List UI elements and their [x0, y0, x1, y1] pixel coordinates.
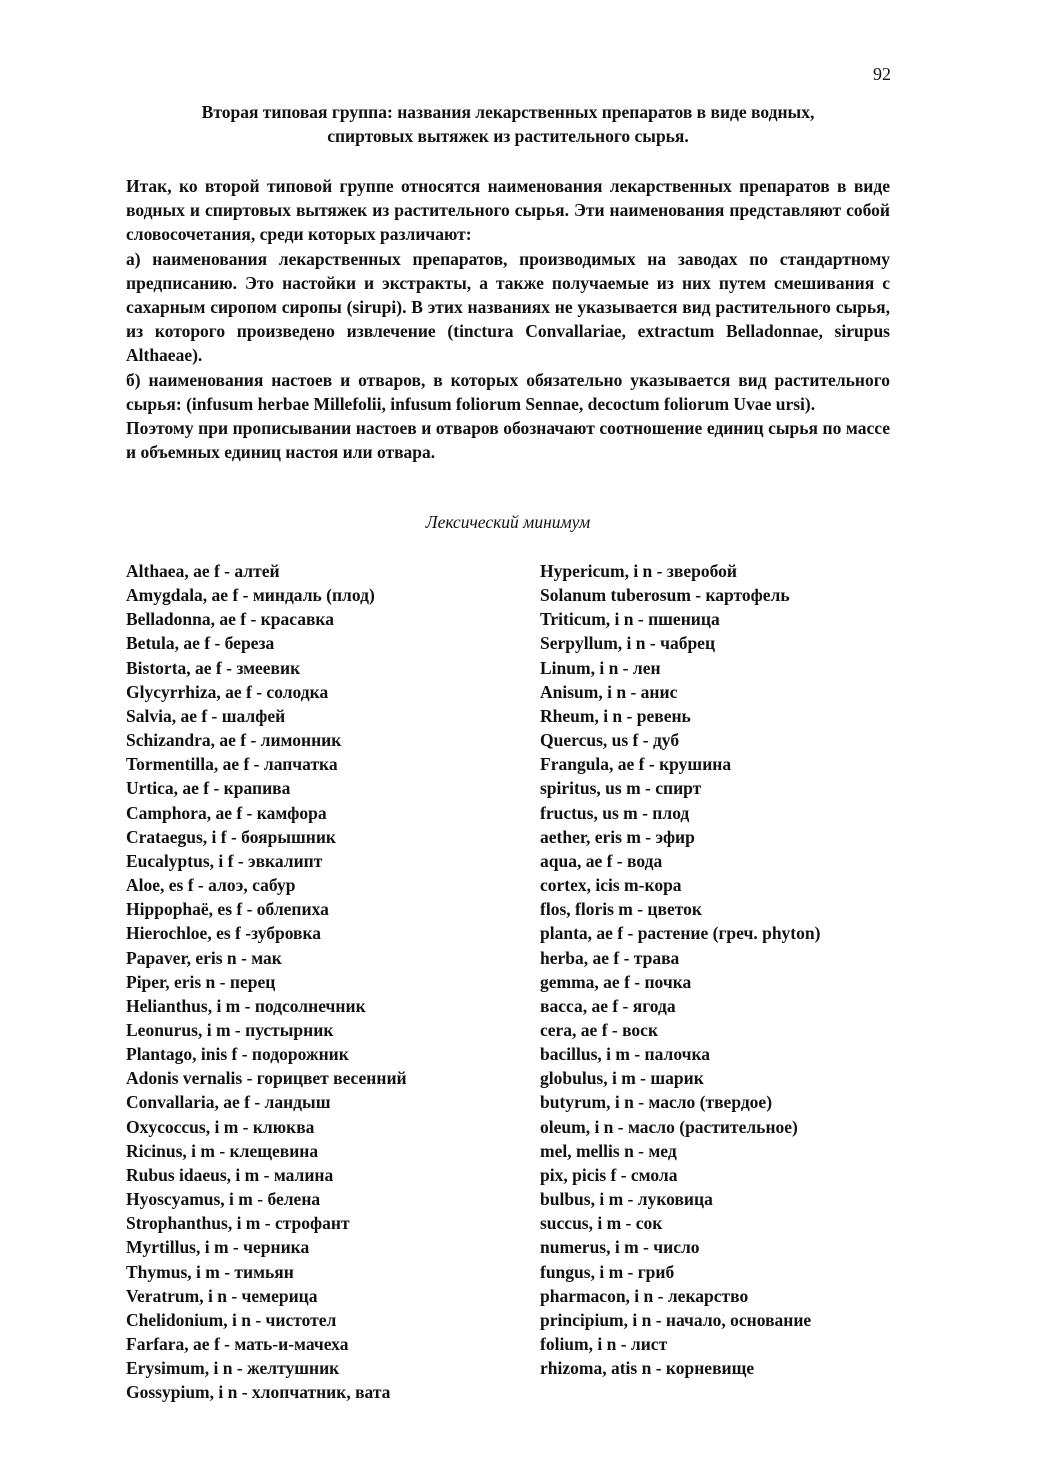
lexicon-entry: Chelidonium, i n - чистотел: [126, 1309, 337, 1330]
lexicon-entry: cera, ae f - воск: [540, 1019, 659, 1040]
lexicon-entry: aqua, ae f - вода: [540, 850, 663, 871]
body-text: [126, 174, 890, 464]
lexicon-entry: spiritus, us m - спирт: [540, 778, 702, 799]
lexicon-title: Лексический минимум: [425, 512, 591, 532]
lexicon-entry: Piper, eris n - перец: [126, 971, 276, 992]
lexicon-entry: fructus, us m - плод: [540, 802, 690, 823]
lexicon-entry: Bistorta, ae f - змеевик: [126, 657, 301, 678]
lexicon-entry: Ricinus, i m - клещевина: [126, 1140, 319, 1161]
lexicon-entry: globulus, i m - шарик: [540, 1068, 704, 1089]
lexicon-entry: Triticum, i n - пшеница: [540, 609, 720, 630]
lexicon-entry: gemma, ae f - почка: [540, 971, 692, 992]
lexicon-entry: Leonurus, i m - пустырник: [126, 1019, 334, 1040]
lexicon-entry: Helianthus, i m - подсолнечник: [126, 995, 366, 1016]
paragraph-conclusion: Поэтому при прописывании настоев и отваров обозначают соотношение единиц сырья по массе и объемных единиц настоя или отвара.: [126, 418, 890, 463]
lexicon-entry: folium, i n - лист: [540, 1334, 668, 1354]
lexicon-entry: Veratrum, i n - чемерица: [126, 1285, 318, 1306]
lexicon-entry: Anisum, i n - анис: [540, 681, 678, 702]
lexicon-entry: pharmacon, i n - лекарство: [540, 1285, 749, 1306]
lexicon-entry: Althaea, ae f - алтей: [126, 561, 280, 581]
lexicon-entry: butyrum, i n - масло (твердое): [540, 1092, 773, 1113]
lexicon-entry: Adonis vernalis - горицвет весенний: [126, 1068, 407, 1089]
section-heading-line: спиртовых вытяжек из растительного сырья.: [327, 126, 689, 146]
lexicon-entry: pix, picis f - смола: [540, 1164, 678, 1185]
lexicon-entry: Hippophaë, es f - облепиха: [126, 899, 329, 920]
lexicon-entry: Papaver, eris n - мак: [126, 947, 282, 968]
lexicon-entry: Belladonna, ae f - красавка: [126, 609, 334, 630]
lexicon-entry: fungus, i m - гриб: [540, 1261, 675, 1282]
lexicon-entry: Eucalyptus, i f - эвкалипт: [126, 850, 323, 871]
lexicon-entry: Linum, i n - лен: [540, 657, 661, 678]
lexicon-entry: Hyoscyamus, i m - белена: [126, 1189, 321, 1210]
lexicon-entry: Myrtillus, i m - черника: [126, 1237, 310, 1258]
lexicon-entry: aether, eris m - эфир: [540, 826, 695, 847]
lexicon-entry: Amygdala, ae f - миндаль (плод): [126, 585, 375, 606]
lexicon-entry: Plantago, inis f - подорожник: [126, 1044, 349, 1065]
lexicon-entry: Glycyrrhiza, ae f - солодка: [126, 681, 329, 702]
lexicon-entry: Aloe, es f - алоэ, сабур: [126, 875, 296, 896]
lexicon-entry: Urtica, ae f - крапива: [126, 778, 291, 799]
lexicon-entry: mel, mellis n - мед: [540, 1140, 677, 1161]
lexicon-entry: planta, ae f - растение (греч. phyton): [540, 923, 821, 944]
lexicon-entry: numerus, i m - число: [540, 1237, 700, 1258]
lexicon-entry: Oxycoccus, i m - клюква: [126, 1116, 315, 1137]
lexicon-entry: Rheum, i n - ревень: [540, 705, 691, 726]
lexicon-entry: oleum, i n - масло (растительное): [540, 1116, 798, 1137]
lexicon-entry: Crataegus, i f - боярышник: [126, 826, 337, 847]
lexicon-entry: Rubus idaeus, i m - малина: [126, 1164, 334, 1185]
paragraph-intro: Итак, ко второй типовой группе относятся наименования лекарственных препаратов в виде водных и спиртовых вытяжек из растительного сырья. Эти наименования представляют собой словосочетания, среди которых различают:: [126, 176, 890, 245]
lexicon-entry: Gossypium, i n - хлопчатник, вата: [126, 1382, 391, 1403]
section-heading: [126, 100, 890, 148]
lexicon-entry: Serpyllum, i n - чабрец: [540, 633, 716, 654]
lexicon-entry: herba, ae f - трава: [540, 947, 680, 968]
lexicon-entry: Schizandra, ae f - лимонник: [126, 730, 342, 751]
lexicon-entry: cortex, icis m-кора: [540, 875, 682, 896]
section-heading-line: Вторая типовая группа: названия лекарственных препаратов в виде водных,: [201, 102, 815, 122]
lexicon-entry: васса, ae f - ягода: [540, 995, 676, 1016]
lexicon-entry: Tormentilla, ae f - лапчатка: [126, 754, 338, 775]
lexicon-entry: bacillus, i m - палочка: [540, 1044, 711, 1065]
lexicon-right-column: [540, 559, 900, 1380]
page-number: 92: [873, 64, 891, 84]
lexicon-entry: Solanum tuberosum - картофель: [540, 585, 790, 606]
lexicon-entry: Quercus, us f - дуб: [540, 730, 680, 751]
lexicon-left-column: [126, 559, 526, 1404]
lexicon-entry: principium, i n - начало, основание: [540, 1309, 812, 1330]
paragraph-item-b: б) наименования настоев и отваров, в которых обязательно указывается вид растительного сырья: (infusum herbae Millefolii, infusum foliorum Sennae, decoctum foliorum Uvae ursi).: [126, 369, 890, 414]
lexicon-entry: bulbus, i m - луковица: [540, 1189, 713, 1210]
lexicon-entry: Strophanthus, i m - строфант: [126, 1213, 350, 1234]
lexicon-entry: succus, i m - сок: [540, 1213, 663, 1234]
lexicon-entry: rhizoma, atis n - корневище: [540, 1358, 755, 1379]
lexicon-entry: Frangula, ae f - крушина: [540, 754, 732, 775]
lexicon-entry: Thymus, i m - тимьян: [126, 1261, 294, 1282]
lexicon-entry: Hierochloe, es f -зубровка: [126, 923, 322, 944]
lexicon-entry: Salvia, ae f - шалфей: [126, 705, 286, 726]
lexicon-entry: Camphora, ae f - камфора: [126, 802, 327, 823]
lexicon-entry: Hypericum, i n - зверобой: [540, 561, 737, 581]
lexicon-entry: Erysimum, i n - желтушник: [126, 1358, 340, 1379]
lexicon-entry: Convallaria, ae f - ландыш: [126, 1092, 331, 1113]
lexicon-entry: flos, floris m - цветок: [540, 899, 702, 920]
lexicon-entry: Betula, ae f - береза: [126, 633, 275, 654]
lexicon-entry: Farfara, ae f - мать-и-мачеха: [126, 1334, 349, 1354]
paragraph-item-a: а) наименования лекарственных препаратов, производимых на заводах по стандартному предписанию. Это настойки и экстракты, а также получаемые из них путем смешивания с сахарным сиропом сиропы (sirupi). В этих названиях не указывается вид растительного сырья, из которого произведено извлечение (tinctura Convallariae, extractum Belladonnae, sirupus Althaeae).: [126, 248, 890, 366]
